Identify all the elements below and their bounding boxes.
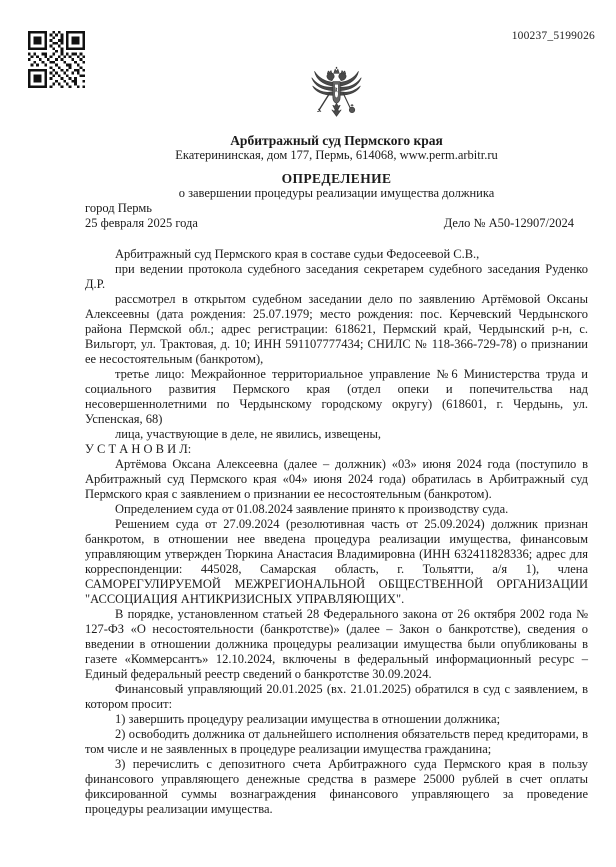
document-number: 100237_5199026 (511, 30, 595, 42)
intro-paragraph: при ведении протокола судебного заседания секретарем судебного заседания Руденко Д.Р. (85, 262, 588, 291)
court-name: Арбитражный суд Пермского края (230, 133, 443, 148)
court-address: Екатерининская, дом 177, Пермь, 614068, www.perm.arbitr.ru (175, 148, 498, 162)
case-number: Дело № А50-12907/2024 (443, 216, 574, 230)
body-paragraph: 3) перечислить с депозитного счета Арбитражного суда Пермского края в пользу финансового управляющего денежные средства в размере 25000 рублей в счет оплаты фиксированной суммы вознаграждения финансового управляющего за проведение процедуры реализации имущества. (85, 757, 588, 816)
body-paragraph: Финансовый управляющий 20.01.2025 (вх. 21.01.2025) обратился в суд с заявлением, в котором просит: (85, 682, 588, 711)
body-paragraph: Определением суда от 01.08.2024 заявление принято к производству суда. (115, 502, 509, 516)
document-subtitle: о завершении процедуры реализации имущества должника (178, 186, 495, 200)
coat-of-arms-icon (85, 66, 588, 130)
document-body (85, 247, 588, 817)
city: город Пермь (85, 201, 152, 215)
ustanovil-heading: У С Т А Н О В И Л: (85, 442, 192, 456)
body-paragraph: 1) завершить процедуру реализации имущества в отношении должника; (115, 712, 501, 726)
intro-paragraph: лица, участвующие в деле, не явились, извещены, (115, 427, 382, 441)
body-paragraph: 2) освободить должника от дальнейшего исполнения обязательств перед кредиторами, в том числе и не заявленных в процедуре реализации имущества гражданина; (85, 727, 588, 756)
qr-code-icon (28, 31, 85, 88)
body-paragraph: Решением суда от 27.09.2024 (резолютивная часть от 25.09.2024) должник признан банкротом, в отношении нее введена процедура реализации имущества, финансовым управляющим утвержден Тюркина Анастасия Владимировна (ИНН 632411828336; адрес для корреспонденции: 445028, Самарская область, г. Тольятти, а/я 1), члена САМОРЕГУЛИРУЕМОЙ МЕЖРЕГИОНАЛЬНОЙ ОБЩЕСТВЕННОЙ ОРГАНИЗАЦИИ "АССОЦИАЦИЯ АНТИКРИЗИСНЫХ УПРАВЛЯЮЩИХ". (85, 517, 588, 606)
intro-paragraph: Арбитражный суд Пермского края в составе судьи Федосеевой С.В., (115, 247, 480, 261)
body-paragraph: Артёмова Оксана Алексеевна (далее – должник) «03» июня 2024 года (поступило в Арбитражный суд Пермского края «04» июня 2024 года) обратилась в Арбитражный суд Пермского края с заявлением о признании ее несостоятельным (банкротом). (85, 457, 588, 501)
intro-paragraph: рассмотрел в открытом судебном заседании дело по заявлению Артёмовой Оксаны Алексеевны (дата рождения: 25.07.1979; место рождения: пос. Керчевский Чердынского района Пермской обл.; адрес регистрации: 618621, Пермский край, Чердынский р-н, с. Вильгорт, ул. Трактовая, д. 10; ИНН 591107777434; СНИЛС № 118-366-729-78) о признании ее несостоятельным (банкротом), (85, 292, 588, 366)
document-title: ОПРЕДЕЛЕНИЕ (281, 171, 392, 186)
body-paragraph: В порядке, установленном статьей 28 Федерального закона от 26 октября 2002 года № 127-ФЗ «О несостоятельности (банкротстве)» (далее – Закон о банкротстве), сведения о введении в отношении должника процедуры реализации имущества были опубликованы в газете «Коммерсантъ» 12.10.2024, включены в федеральный информационный ресурс – Единый федеральный реестр сведений о банкротстве 30.09.2024. (85, 607, 588, 681)
document-date: 25 февраля 2025 года (85, 216, 198, 230)
date-case-row (85, 216, 588, 231)
intro-paragraph: третье лицо: Межрайонное территориальное управление №6 Министерства труда и социального развития Пермского края (отдел опеки и попечительства над несовершеннолетними по Чердынскому городскому округу) (618601, г. Чердынь, ул. Успенская, 68) (85, 367, 588, 426)
